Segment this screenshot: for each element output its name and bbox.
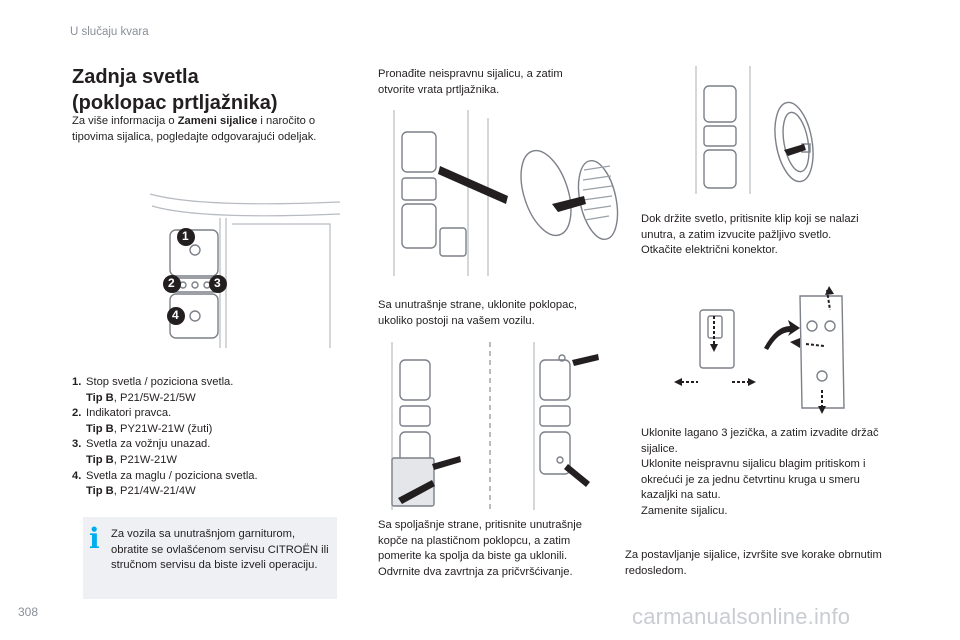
bulb-holder-illustration: [672, 286, 862, 416]
step-locate-bulb: [362, 67, 602, 98]
bulb-item-4: [72, 469, 332, 500]
closing-note: Za postavljanje sijalice, izvršite sve korake obrnutim redosledom.: [625, 549, 882, 577]
title-line-1: Zadnja svetla: [72, 66, 199, 88]
step-bullet: [362, 67, 378, 98]
step-text: Dok držite svetlo, pritisnite klip koji se nalazi unutra, a zatim izvucite pažljivo svetlo.: [641, 213, 859, 241]
bulb-tip-label: Tip B: [86, 485, 114, 498]
step-text: Sa unutrašnje strane, uklonite poklopac, ukoliko postoji na vašem vozilu.: [378, 299, 578, 327]
step-text: Otkačite električni konektor.: [641, 244, 778, 257]
lamp-unit-illustration: [690, 64, 838, 196]
bulb-number: 1.: [72, 376, 82, 388]
bulb-tip-value: , P21/4W-21/4W: [113, 485, 196, 498]
bulb-tip-label: Tip B: [86, 422, 114, 435]
bulb-item-1: [72, 375, 332, 406]
bulb-tip-value: , P21W-21W: [113, 453, 177, 466]
step-bullet: [362, 518, 378, 565]
bulb-name: Stop svetla / poziciona svetla.: [86, 376, 234, 388]
intro-text-after: i naročito o tipovima sijalica, pogledajte odgovarajući odeljak.: [72, 115, 317, 143]
intro-text-before: Za više informacija o: [72, 115, 178, 127]
step-text: Zamenite sijalicu.: [641, 504, 728, 517]
step-bullet: [625, 457, 641, 504]
clips-screws-illustration: [384, 340, 606, 512]
callout-4: 4: [172, 308, 179, 322]
steps-clips-screws: [362, 518, 612, 580]
callout-3: 3: [214, 276, 221, 290]
step-text: Uklonite neispravnu sijalicu blagim pritiskom i okrećući je za jednu četvrtinu kruga u smeru kazaljki na satu.: [641, 458, 866, 502]
section-header: U slučaju kvara: [70, 26, 149, 38]
cover-removal-illustration: [388, 108, 620, 278]
page-title: [72, 64, 278, 116]
step-bullet: [625, 243, 641, 259]
steps-pull-lamp: [625, 212, 880, 259]
bulb-name: Svetla za vožnju unazad.: [86, 438, 211, 451]
steps-replace-bulb: [625, 426, 890, 520]
page-number: 308: [18, 605, 39, 619]
bulb-tip-label: Tip B: [86, 391, 114, 404]
info-text: Za vozila sa unutrašnjom garniturom, obratite se ovlašćenom servisu CITROËN ili stručnom servisu da biste izveli operaciju.: [111, 528, 329, 572]
step-bullet: [625, 504, 641, 520]
bulb-number: 2.: [72, 407, 82, 420]
step-text: Sa spoljašnje strane, pritisnite unutrašnje kopče na plastičnom poklopcu, a zatim pomerite ka spolja da biste ga uklonili.: [378, 519, 582, 563]
step-text: Uklonite lagano 3 jezička, a zatim izvadite držač sijalice.: [641, 427, 879, 455]
bulb-name: Indikatori pravca.: [86, 407, 172, 420]
step-bullet: [625, 212, 641, 243]
bulb-number: 4.: [72, 469, 82, 482]
bulb-list: [72, 375, 332, 500]
bulb-tip-value: , PY21W-21W (žuti): [113, 422, 213, 435]
info-icon: i: [89, 522, 100, 555]
bulb-item-2: [72, 406, 332, 437]
intro-paragraph: [72, 114, 342, 145]
bulb-tip-label: Tip B: [86, 453, 114, 466]
bulb-name: Svetla za maglu / poziciona svetla.: [86, 469, 258, 482]
step-remove-cover: [362, 298, 612, 329]
watermark: carmanualsonline.info: [632, 604, 851, 629]
step-text: Odvrnite dva zavrtnja za pričvršćivanje.: [378, 565, 573, 578]
bulb-item-3: [72, 437, 332, 468]
title-line-2: (poklopac prtljažnika): [72, 92, 278, 114]
callout-2: 2: [168, 276, 175, 290]
step-text: Pronađite neispravnu sijalicu, a zatim otvorite vrata prtljažnika.: [378, 68, 563, 96]
step-bullet: [362, 298, 378, 329]
callout-1: 1: [182, 229, 189, 243]
info-box: [83, 517, 337, 599]
bulb-number: 3.: [72, 438, 82, 451]
step-bullet: [362, 565, 378, 581]
step-bullet: [625, 426, 641, 457]
intro-bold-link: Zameni sijalice: [177, 115, 258, 127]
bulb-tip-value: , P21/5W-21/5W: [113, 391, 196, 404]
